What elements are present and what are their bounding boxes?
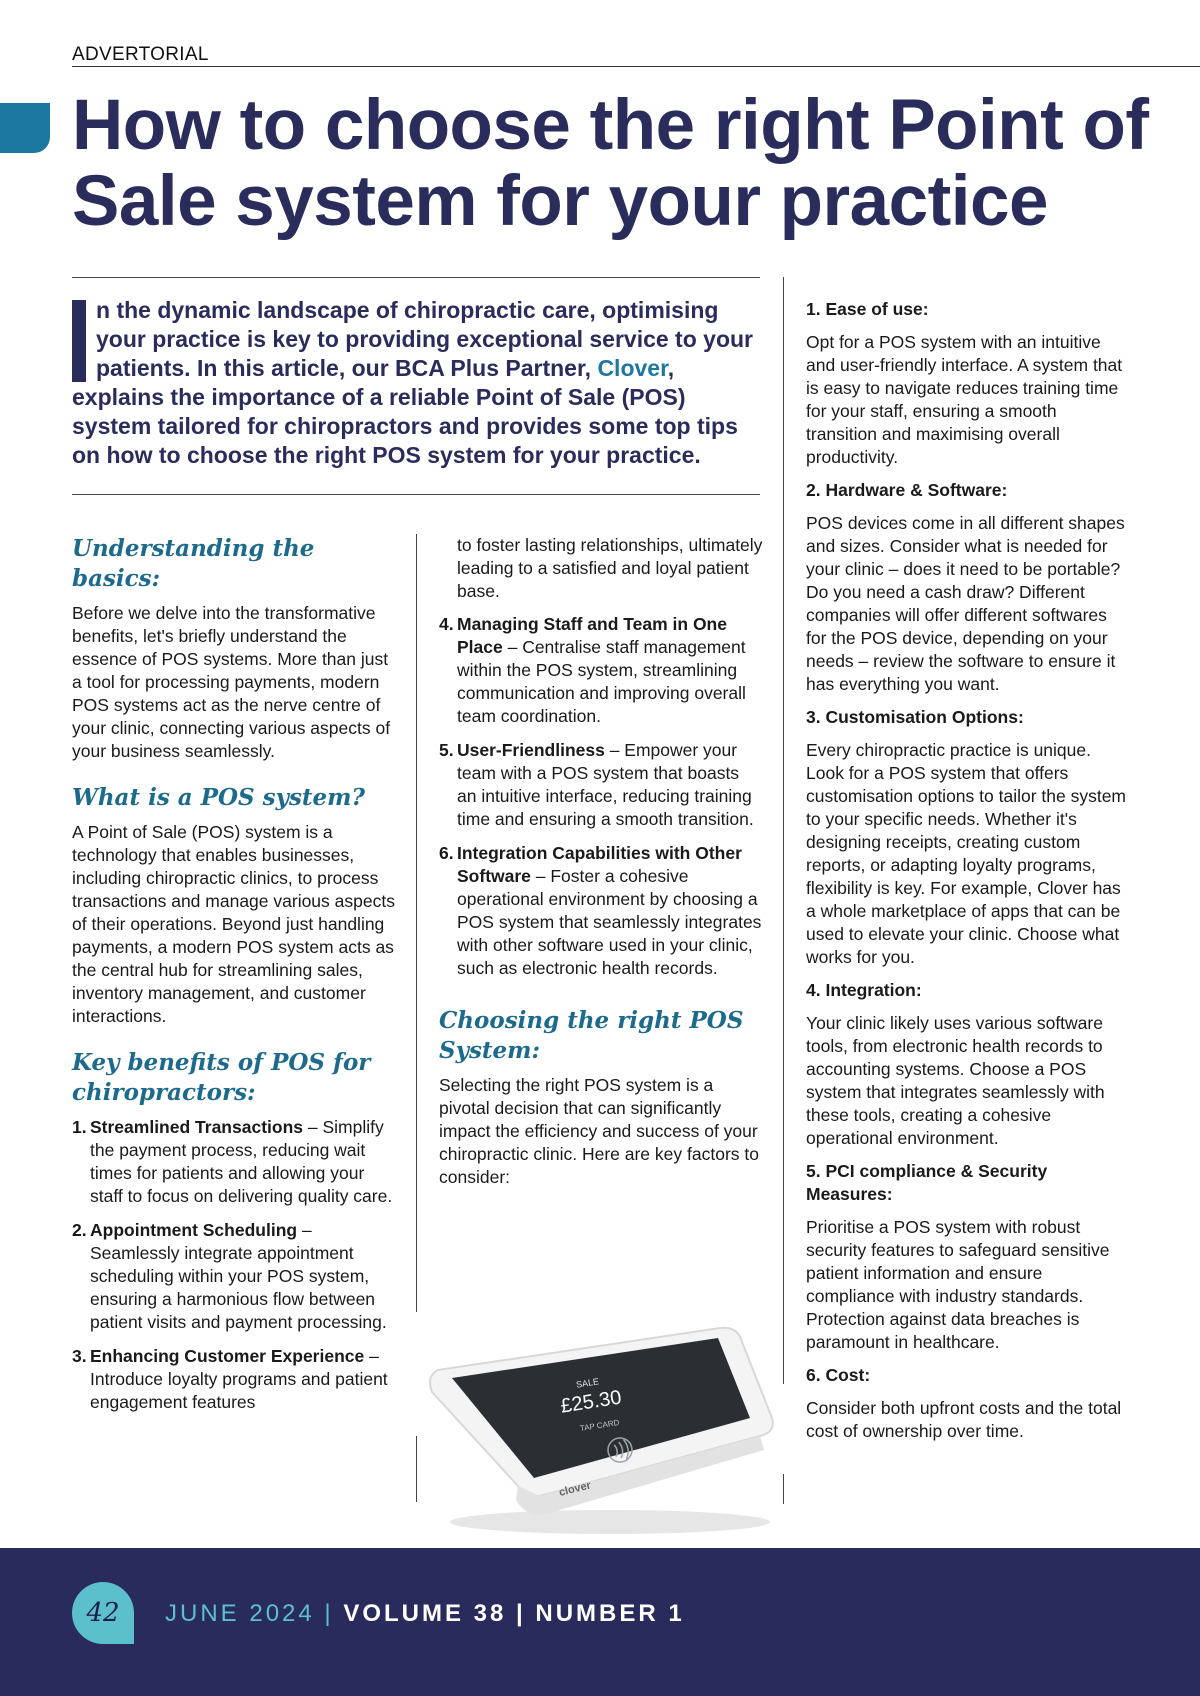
paragraph-what-is-pos: A Point of Sale (POS) system is a technology that enables businesses, including chiropractic clinics, to process transactions and manage various aspects of their operations. Beyond just handling payments, a modern POS system acts as the central hub for streamlining sales, inventory management, and customer interactions. [72,822,395,1026]
heading-key-benefits: Key benefits of POS for chiropractors: [72,1049,371,1106]
column-divider-2b [783,1474,784,1504]
list-item: 2. Appointment Scheduling – Seamlessly integrate appointment scheduling within your POS system, ensuring a harmonious flow between patient visits and payment processing. [72,1220,387,1332]
column-divider-2a [783,277,784,1384]
page-title: How to choose the right Point of Sale system for your practice [72,86,1149,241]
factor-text: Every chiropractic practice is unique. Look for a POS system that offers customisation options to tailor the system to your specific needs. Whether it's designing receipts, creating custom reports, or adapting loyalty programs, flexibility is key. For example, Clover has a whole marketplace of apps that can be used to elevate your clinic. Choose what works for you. [806,740,1127,967]
factor-text: Opt for a POS system with an intuitive and user-friendly interface. A system that is easy to navigate reduces training time for your staff, ensuring a smooth transition and maximising overall productivity. [806,332,1123,467]
paragraph-continued: to foster lasting relationships, ultimately leading to a satisfied and loyal patient base. [457,535,763,601]
factor-text: POS devices come in all different shapes and sizes. Consider what is needed for your clinic – does it need to be portable? Do you need a cash draw? Different companies will offer different softwares for the POS device, depending on your needs – review the software to ensure it has everything you want. [806,513,1125,694]
device-card-label: TAP CARD [579,1417,620,1434]
heading-choosing: Choosing the right POS System: [439,1007,744,1064]
column-2 [439,534,763,1199]
column-1 [72,534,398,1425]
header-rule [72,66,1200,67]
clover-link[interactable]: Clover [597,355,668,381]
heading-what-is-pos: What is a POS system? [72,784,365,811]
column-divider-1b [416,1436,417,1502]
device-screen-label: SALE [575,1376,600,1390]
benefits-list [72,1116,398,1414]
device-amount: £25.30 [559,1386,623,1418]
factor-heading: 4. Integration: [806,980,922,1000]
factor-text: Your clinic likely uses various software tools, from electronic health records to accounting systems. Choose a POS system that integrates seamlessly with these tools, creating a cohesive operational environment. [806,1013,1105,1148]
heading-basics: Understanding the basics: [72,535,315,592]
intro-top-rule [72,277,760,278]
list-item: 4. Managing Staff and Team in One Place – Centralise staff management within the POS system, streamlining communication and improving overall team coordination. [439,614,746,726]
column-divider-1a [416,534,417,1312]
list-item: 6. Integration Capabilities with Other Software – Foster a cohesive operational environment by choosing a POS system that seamlessly integrates with other software used in your clinic, such as electronic health records. [439,843,762,978]
factor-heading: 5. PCI compliance & Security Measures: [806,1161,1048,1204]
paragraph-basics: Before we delve into the transformative benefits, let's briefly understand the essence of POS systems. More than just a tool for processing payments, modern POS systems act as the nerve centre of your clinic, connecting various aspects of your business seamlessly. [72,603,391,761]
factor-text: Consider both upfront costs and the total cost of ownership over time. [806,1398,1122,1441]
list-item: 1. Streamlined Transactions – Simplify the payment process, reducing wait times for patients and allowing your staff to focus on delivering quality care. [72,1117,393,1206]
dropcap [72,300,86,382]
factor-text: Prioritise a POS system with robust security features to safeguard sensitive patient information and ensure compliance with industry standards. Protection against data breaches is paramount in healthcare. [806,1217,1110,1352]
factor-heading: 3. Customisation Options: [806,707,1024,727]
intro-paragraph: n the dynamic landscape of chiropractic care, optimising your practice is key to providing exceptional service to your patients. In this article, our BCA Plus Partner, Clover, explains the importance of a reliable Point of Sale (POS) system tailored for chiropractors and provides some top tips on how to choose the right POS system for your practice. [72,297,753,468]
page-number-badge: 42 [72,1582,134,1644]
list-item: 5. User-Friendliness – Empower your team with a POS system that boasts an intuitive interface, reducing training time and ensuring a smooth transition. [439,740,754,829]
factor-heading: 1. Ease of use: [806,299,929,319]
paragraph-choosing: Selecting the right POS system is a pivotal decision that can significantly impact the efficiency and success of your chiropractic clinic. Here are key factors to consider: [439,1075,759,1187]
column-3 [806,298,1130,1453]
benefits-list-continued [439,613,763,980]
advertorial-label: ADVERTORIAL [72,44,209,65]
corner-tab [0,103,50,153]
clover-logo: clover [557,1479,593,1499]
factor-heading: 2. Hardware & Software: [806,480,1008,500]
list-item: 3. Enhancing Customer Experience – Introduce loyalty programs and patient engagement features [72,1346,388,1412]
pos-device-image [420,1300,780,1540]
intro-bottom-rule [72,494,760,495]
factor-heading: 6. Cost: [806,1365,871,1385]
issue-info: JUNE 2024 | VOLUME 38 | NUMBER 1 [165,1600,685,1627]
